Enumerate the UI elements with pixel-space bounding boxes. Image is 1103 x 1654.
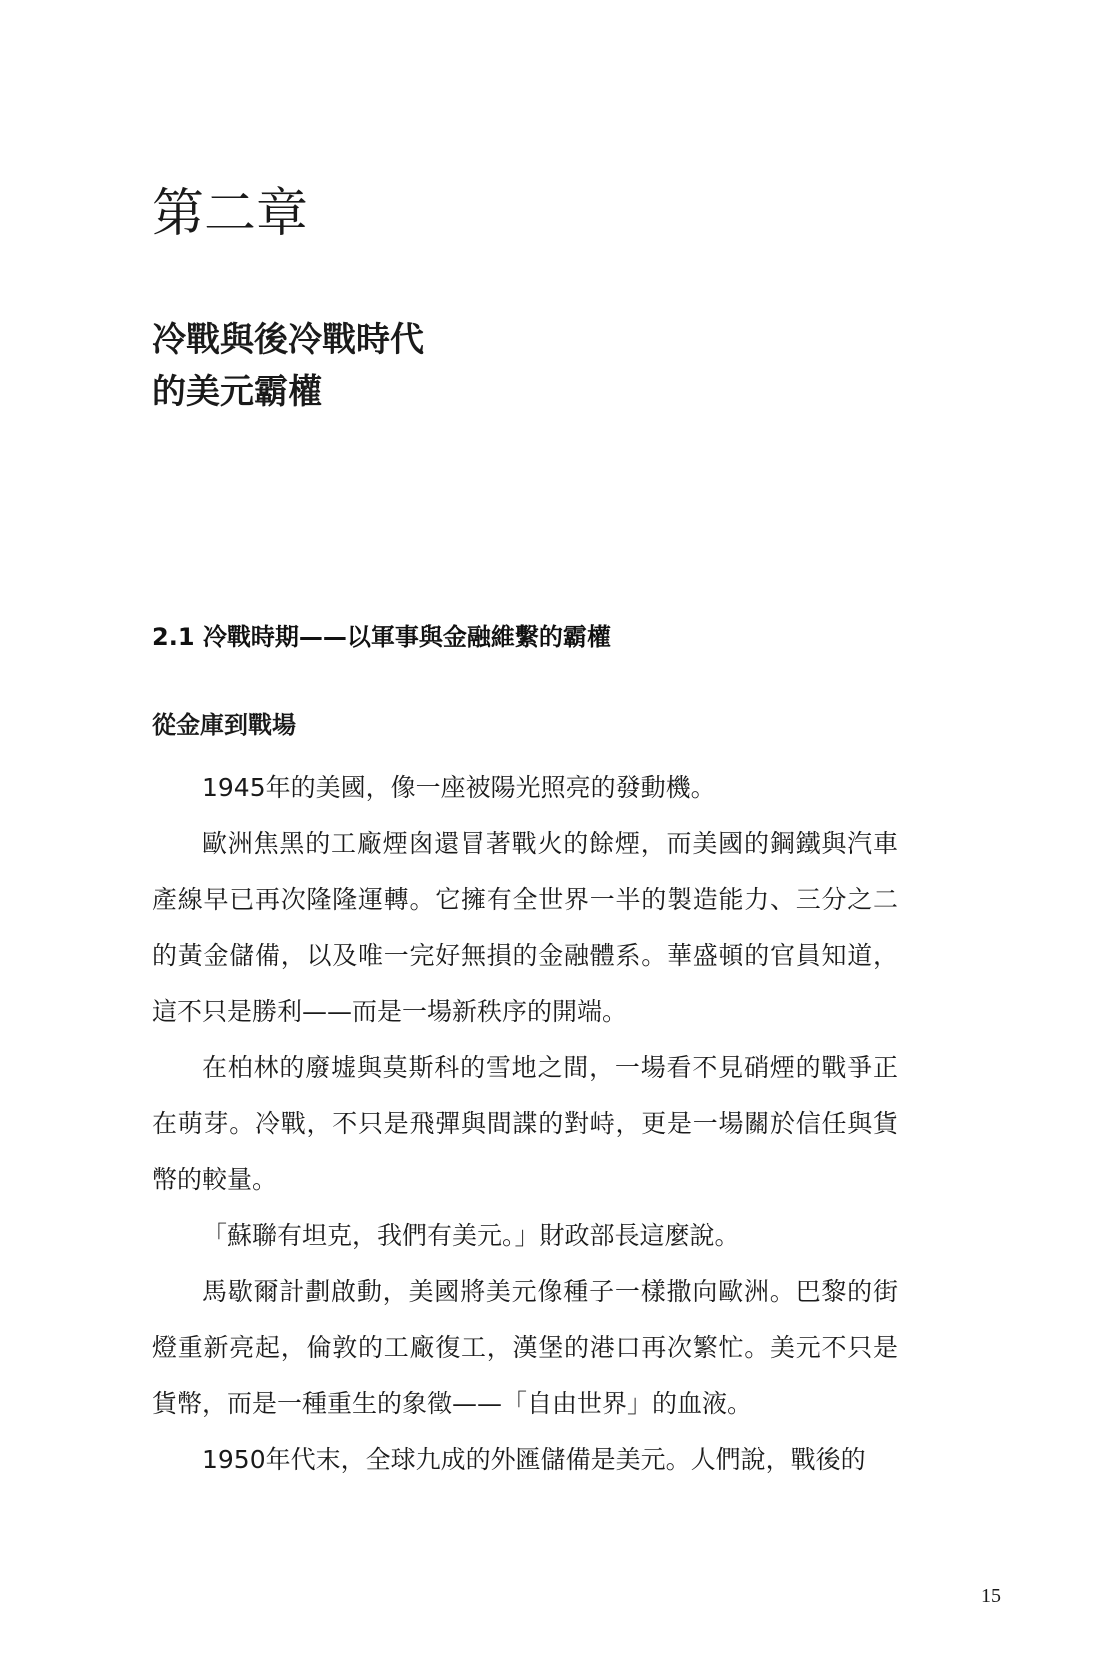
section-heading: 2.1 冷戰時期——以軍事與金融維繫的霸權 [152,623,611,651]
chapter-title: 第二章 [152,184,309,244]
chapter-subtitle-line: 冷戰與後冷戰時代 [152,320,424,360]
chapter-subtitle-line: 的美元霸權 [152,372,322,412]
paragraph: 「蘇聯有坦克，我們有美元。」財政部長這麼說。 [202,1221,740,1250]
paragraph: 馬歇爾計劃啟動，美國將美元像種子一樣撒向歐洲。巴黎的街燈重新亮起，倫敦的工廠復工，漢堡的港口再次繁忙。美元不只是貨幣，而是一種重生的象徵——「自由世界」的血液。 [152,1277,898,1418]
chapter-subtitle [152,314,424,418]
paragraph: 歐洲焦黑的工廠煙囪還冒著戰火的餘煙，而美國的鋼鐵與汽車產線早已再次隆隆運轉。它擁有全世界一半的製造能力、三分之二的黃金儲備，以及唯一完好無損的金融體系。華盛頓的官員知道，這不只是勝利——而是一場新秩序的開端。 [152,829,898,1026]
paragraph: 在柏林的廢墟與莫斯科的雪地之間，一場看不見硝煙的戰爭正在萌芽。冷戰，不只是飛彈與間諜的對峙，更是一場關於信任與貨幣的較量。 [152,1053,898,1194]
body-text [152,760,898,1488]
paragraph: 1950年代末，全球九成的外匯儲備是美元。人們說，戰後的 [202,1445,866,1474]
paragraph: 1945年的美國，像一座被陽光照亮的發動機。 [202,773,716,802]
page-number: 15 [981,1585,1001,1607]
subsection-heading: 從金庫到戰場 [152,711,296,739]
